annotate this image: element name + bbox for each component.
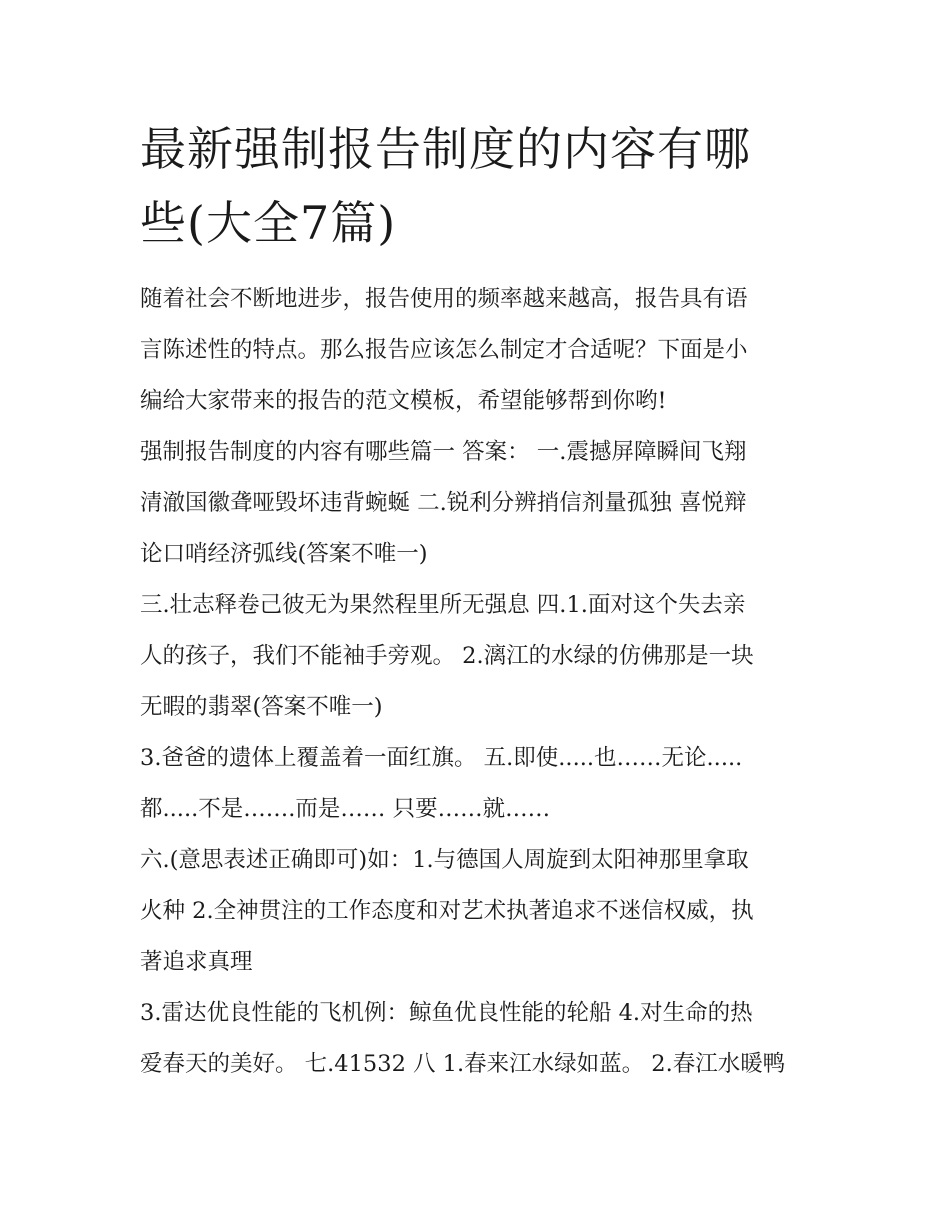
document-title — [140, 112, 820, 260]
text-line: 强制报告制度的内容有哪些篇一 答案： 一.震撼屏障瞬间飞翔 — [140, 439, 747, 465]
text-line: 火种 2.全神贯注的工作态度和对艺术执著追求不迷信权威，执 — [140, 898, 754, 924]
title-line: 些(大全7篇) — [140, 196, 397, 250]
text-line: 三.壮志释卷己彼无为果然程里所无强息 四.1.面对这个失去亲 — [140, 592, 746, 618]
text-line: 清澈国徽聋哑毁坏违背蜿蜒 二.锐利分辨捎信剂量孤独 喜悦辩 — [140, 490, 747, 516]
document-body — [140, 112, 820, 1090]
text-line: 编给大家带来的报告的范文模板，希望能够帮到你哟! — [140, 388, 667, 414]
text-line: 3.雷达优良性能的飞机例：鲸鱼优良性能的轮船 4.对生命的热 — [140, 1000, 753, 1026]
text-line: 言陈述性的特点。那么报告应该怎么制定才合适呢？下面是小 — [140, 337, 748, 363]
text-line: 都.....不是…….而是…… 只要……就…… — [140, 796, 551, 822]
title-line: 最新强制报告制度的内容有哪 — [140, 122, 751, 176]
answer-paragraph — [140, 733, 820, 835]
answer-paragraph — [140, 988, 820, 1090]
answer-paragraph — [140, 427, 820, 580]
answer-paragraph — [140, 580, 820, 733]
text-line: 爱春天的美好。 七.41532 八 1.春来江水绿如蓝。 2.春江水暖鸭 — [140, 1051, 786, 1077]
text-line: 随着社会不断地进步，报告使用的频率越来越高，报告具有语 — [140, 286, 748, 312]
intro-paragraph — [140, 274, 820, 427]
text-line: 六.(意思表述正确即可)如：1.与德国人周旋到太阳神那里拿取 — [140, 847, 749, 873]
text-line: 论口哨经济弧线(答案不唯一) — [140, 541, 428, 567]
text-line: 无暇的翡翠(答案不唯一) — [140, 694, 383, 720]
text-line: 3.爸爸的遗体上覆盖着一面红旗。 五.即使.....也……无论..... — [140, 745, 743, 771]
answer-paragraph — [140, 835, 820, 988]
text-line: 人的孩子，我们不能袖手旁观。 2.漓江的水绿的仿佛那是一块 — [140, 643, 754, 669]
text-line: 著追求真理 — [140, 949, 253, 975]
